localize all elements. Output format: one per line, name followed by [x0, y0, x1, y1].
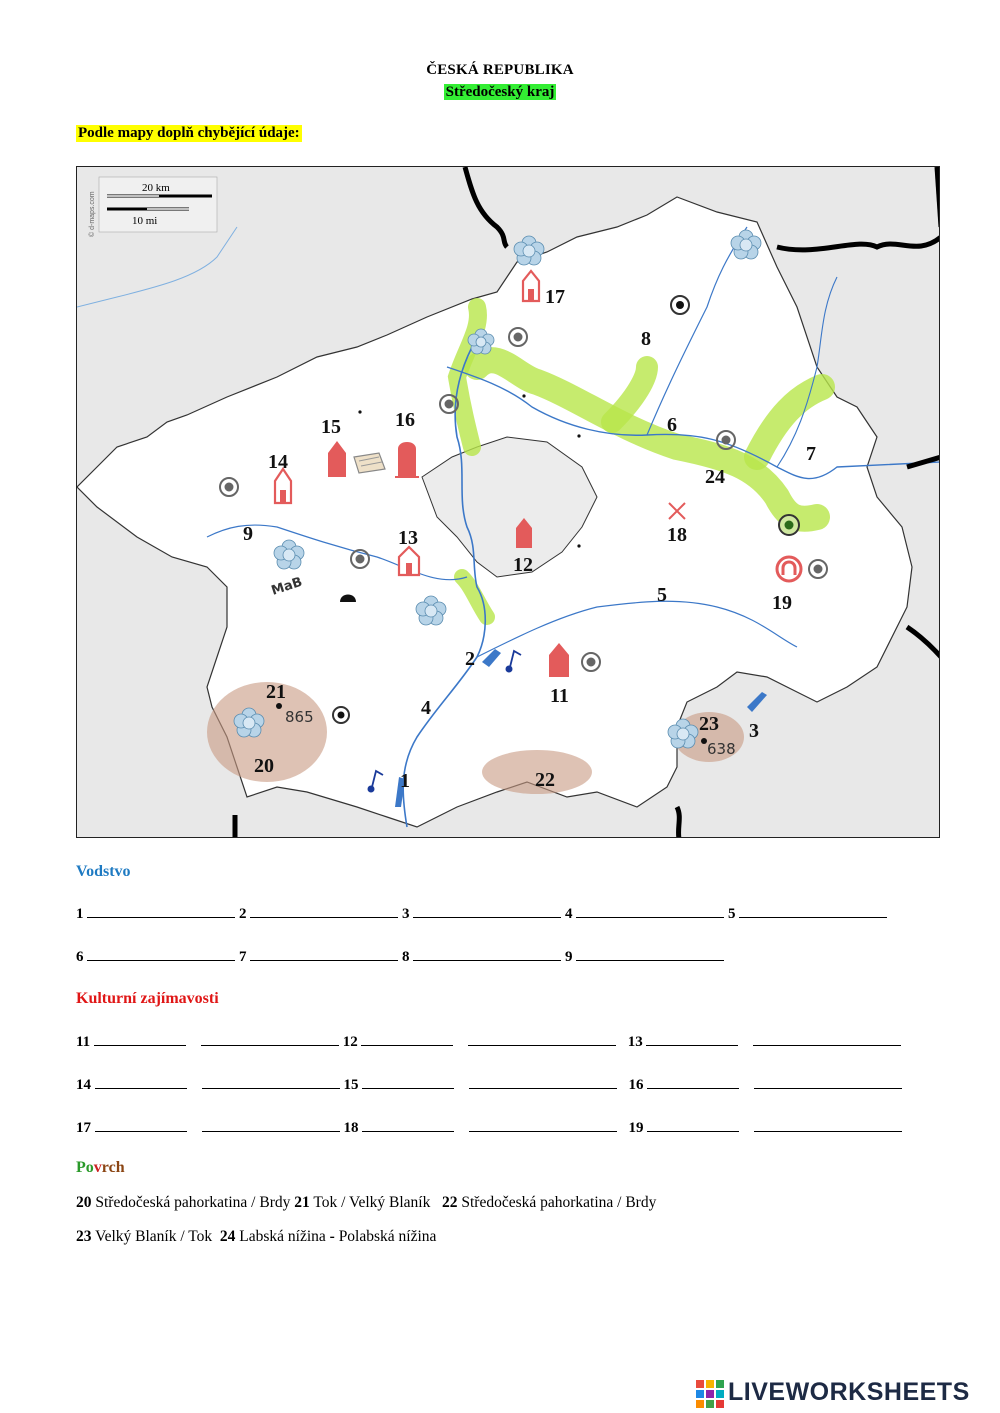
povrch-part: Po: [76, 1159, 94, 1176]
logo-text: LIVEWORKSHEETS: [728, 1378, 970, 1406]
item-number: 1: [76, 906, 84, 922]
map-label-1: 1: [400, 770, 410, 792]
state-border-ne: [777, 237, 940, 250]
map-credit: © d-maps.com: [89, 191, 96, 237]
dot-icon: [522, 394, 525, 397]
item-number: 13: [627, 1034, 643, 1050]
region-map: [76, 166, 940, 838]
map-label-3: 3: [749, 720, 759, 742]
answer-field[interactable]: [647, 1119, 739, 1132]
mab-label: MaB: [269, 574, 305, 599]
answer-field[interactable]: [576, 905, 724, 918]
kultura-row-1: [76, 1033, 901, 1051]
answer-field[interactable]: [739, 905, 887, 918]
answer-field[interactable]: [87, 948, 235, 961]
page-title: ČESKÁ REPUBLIKA: [426, 62, 574, 78]
item-number: 14: [76, 1077, 91, 1093]
vodstvo-row-1: [76, 905, 887, 923]
map-label-15: 15: [321, 416, 341, 438]
povrch-part: v: [93, 1159, 102, 1176]
map-label-16: 16: [395, 409, 415, 431]
option-text[interactable]: Tok / Velký Blaník: [309, 1194, 442, 1211]
answer-field[interactable]: [468, 1033, 616, 1046]
option-text[interactable]: Labská nížina: [235, 1228, 330, 1245]
scale-bar: [99, 177, 217, 232]
item-number: 7: [239, 949, 247, 965]
scale-mi-label: 10 mi: [132, 215, 158, 227]
regional-capital-icon: [333, 707, 349, 723]
answer-field[interactable]: [201, 1033, 339, 1046]
dot-icon: [358, 410, 361, 413]
povrch-part: rch: [101, 1159, 125, 1176]
item-number: 22: [441, 1194, 458, 1211]
item-number: 18: [343, 1120, 359, 1136]
world-heritage-icon: [777, 557, 801, 581]
answer-field[interactable]: [202, 1076, 340, 1089]
map-label-13: 13: [398, 527, 418, 549]
item-number: 11: [76, 1034, 91, 1050]
map-label-18: 18: [667, 524, 687, 546]
map-label-22: 22: [535, 769, 555, 791]
item-number: 24: [219, 1228, 236, 1245]
answer-field[interactable]: [754, 1119, 902, 1132]
map-label-14: 14: [268, 451, 288, 473]
liveworksheets-logo: [696, 1378, 996, 1410]
map-label-7: 7: [806, 443, 816, 465]
map-label-12: 12: [513, 554, 533, 576]
answer-field[interactable]: [647, 1076, 739, 1089]
map-svg: [77, 167, 940, 838]
kultura-row-3: [76, 1119, 902, 1137]
item-number: 3: [402, 906, 410, 922]
answer-field[interactable]: [202, 1119, 340, 1132]
answer-field[interactable]: [362, 1076, 454, 1089]
map-label-19: 19: [772, 592, 792, 614]
elevation-638: 638: [707, 740, 736, 758]
option-text[interactable]: Středočeská pahorkatina / Brdy: [91, 1194, 295, 1211]
answer-field[interactable]: [362, 1119, 454, 1132]
page-subtitle: Středočeský kraj: [445, 84, 555, 100]
reservoir-east: [747, 692, 767, 712]
scale-km-label: 20 km: [142, 182, 170, 194]
answer-field[interactable]: [576, 948, 724, 961]
answer-field[interactable]: [95, 1076, 187, 1089]
dot-icon: [577, 544, 580, 547]
map-label-5: 5: [657, 584, 667, 606]
state-border-north: [465, 167, 507, 247]
item-number: 9: [565, 949, 573, 965]
map-label-21: 21: [266, 681, 286, 703]
answer-field[interactable]: [250, 948, 398, 961]
section-kultura: Kulturní zajímavosti: [76, 990, 219, 1007]
answer-field[interactable]: [646, 1033, 738, 1046]
map-label-23: 23: [699, 713, 719, 735]
answer-field[interactable]: [413, 948, 561, 961]
map-label-8: 8: [641, 328, 651, 350]
monument-icon: [395, 443, 419, 477]
item-number: 16: [628, 1077, 644, 1093]
answer-field[interactable]: [95, 1119, 187, 1132]
answer-field[interactable]: [94, 1033, 186, 1046]
item-number: 6: [76, 949, 84, 965]
answer-field[interactable]: [361, 1033, 453, 1046]
item-number: 15: [343, 1077, 359, 1093]
logo-icon: [696, 1380, 724, 1408]
elevation-865: 865: [285, 708, 314, 726]
map-label-17: 17: [545, 286, 565, 308]
answer-field[interactable]: [250, 905, 398, 918]
river-west: [77, 227, 237, 307]
answer-field[interactable]: [413, 905, 561, 918]
answer-field[interactable]: [469, 1119, 617, 1132]
section-povrch: [76, 1159, 125, 1177]
item-number: 5: [728, 906, 736, 922]
povrch-line-2: [76, 1228, 436, 1246]
map-label-4: 4: [421, 697, 431, 719]
option-text[interactable]: Polabská nížina: [334, 1228, 437, 1245]
option-text[interactable]: Středočeská pahorkatina / Brdy: [457, 1194, 657, 1211]
item-number: 2: [239, 906, 247, 922]
state-border-east2: [907, 627, 940, 657]
item-number: 20: [76, 1194, 92, 1211]
item-number: 17: [76, 1120, 91, 1136]
map-label-20: 20: [254, 755, 274, 777]
answer-field[interactable]: [753, 1033, 901, 1046]
item-number: 8: [402, 949, 410, 965]
item-number: 19: [628, 1120, 644, 1136]
instruction: Podle mapy doplň chybějící údaje:: [78, 125, 300, 141]
dot-icon: [577, 434, 580, 437]
kultura-row-2: [76, 1076, 902, 1094]
item-number: 23: [76, 1228, 92, 1245]
povrch-line-1: [76, 1194, 656, 1212]
district-town-icon: [779, 515, 799, 535]
item-number: 12: [342, 1034, 358, 1050]
item-number: 4: [565, 906, 573, 922]
state-border-south: [677, 807, 679, 838]
state-border-ne2: [937, 167, 940, 227]
map-label-9: 9: [243, 523, 253, 545]
item-number: -: [329, 1228, 335, 1245]
regional-capital-icon: [671, 296, 689, 314]
map-label-24: 24: [705, 466, 725, 488]
ruins-icon: [354, 453, 385, 473]
section-vodstvo: Vodstvo: [76, 863, 131, 880]
vodstvo-row-2: [76, 948, 724, 966]
map-label-11: 11: [550, 685, 569, 707]
unesco-icon: [514, 236, 544, 265]
answer-field[interactable]: [469, 1076, 617, 1089]
peak-icon: [276, 703, 282, 709]
answer-field[interactable]: [87, 905, 235, 918]
answer-field[interactable]: [754, 1076, 902, 1089]
option-text[interactable]: Velký Blaník / Tok: [91, 1228, 220, 1245]
map-label-2: 2: [465, 648, 475, 670]
map-label-6: 6: [667, 414, 677, 436]
item-number: 21: [294, 1194, 310, 1211]
